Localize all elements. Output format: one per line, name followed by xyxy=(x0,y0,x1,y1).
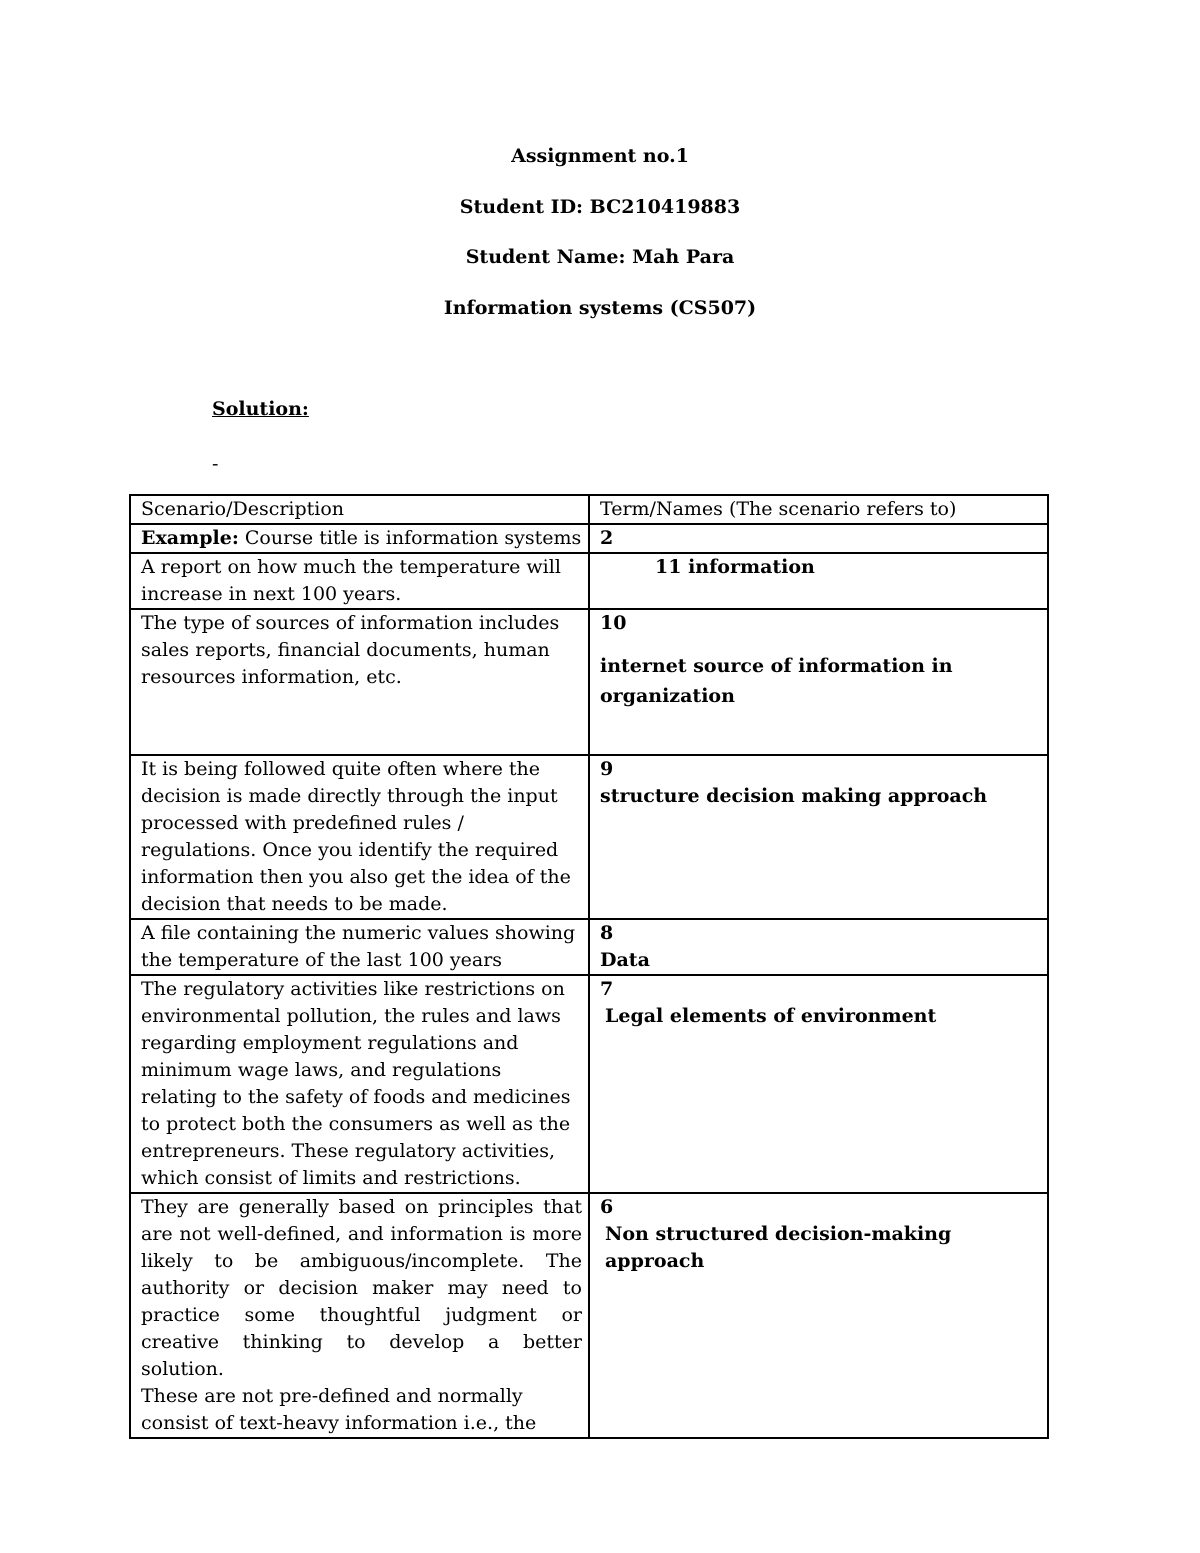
course-name: Information systems (CS507) xyxy=(443,297,757,319)
row-term xyxy=(589,755,1048,919)
row-number: 11 xyxy=(655,556,682,578)
row-description: It is being followed quite often where the decision is made directly through the input processed with predefined rules / regulations. Once you identify the required information then you also get the idea of the decision that needs to be made. xyxy=(130,755,589,919)
row-description-cell xyxy=(130,1193,589,1438)
assignment-title: Assignment no.1 xyxy=(511,145,689,167)
row-number: 7 xyxy=(600,978,614,1000)
row-term xyxy=(589,919,1048,975)
solution-heading: Solution: xyxy=(212,398,309,420)
row-term-name: Legal elements of environment xyxy=(605,1005,937,1027)
row-description: The regulatory activities like restrictions on environmental pollution, the rules and laws regarding employment regulations and minimum wage laws, and regulations relating to the safety of foods and medicines to protect both the consumers as well as the entrepreneurs. These regulatory activities, which consist of limits and restrictions. xyxy=(130,975,589,1193)
row-term-name: internet source of information in organization xyxy=(600,655,953,707)
row-description: A file containing the numeric values showing the temperature of the last 100 years xyxy=(130,919,589,975)
example-term-number: 2 xyxy=(600,527,614,549)
table-header-row xyxy=(130,495,1048,524)
row-number: 9 xyxy=(600,758,614,780)
example-text: Course title is information systems xyxy=(238,527,582,549)
table-row xyxy=(130,975,1048,1193)
row-description: They are generally based on principles that are not well-defined, and information is more likely to be ambiguous/incomplete. The authority or decision maker may need to practice some thoughtful judgment or creative thinking to develop a better solution. xyxy=(141,1196,582,1380)
row-term-name: Non structured decision-making approach xyxy=(605,1223,952,1272)
row-term xyxy=(589,553,1048,609)
table-row xyxy=(130,609,1048,755)
row-term xyxy=(589,609,1048,755)
row-term-name: information xyxy=(688,556,815,578)
header-scenario: Scenario/Description xyxy=(130,495,589,524)
row-term xyxy=(589,975,1048,1193)
row-description-extra: These are not pre-defined and normally consist of text-heavy information i.e., the xyxy=(141,1385,537,1434)
row-description: A report on how much the temperature will increase in next 100 years. xyxy=(130,553,589,609)
example-description xyxy=(130,524,589,553)
header-term: Term/Names (The scenario refers to) xyxy=(589,495,1048,524)
row-number: 10 xyxy=(600,612,627,634)
table-row xyxy=(130,1193,1048,1438)
example-term xyxy=(589,524,1048,553)
row-term xyxy=(589,1193,1048,1438)
row-number: 6 xyxy=(600,1196,614,1218)
table-row xyxy=(130,755,1048,919)
scenario-table xyxy=(129,494,1049,1439)
row-term-name: Data xyxy=(600,949,650,971)
student-id: Student ID: BC210419883 xyxy=(459,196,741,218)
row-term-name: structure decision making approach xyxy=(600,785,988,807)
table-row xyxy=(130,553,1048,609)
list-dash: - xyxy=(212,453,219,475)
table-row xyxy=(130,919,1048,975)
row-description: The type of sources of information includes sales reports, financial documents, human resources information, etc. xyxy=(130,609,589,755)
example-label: Example: xyxy=(141,527,239,549)
row-number: 8 xyxy=(600,922,614,944)
table-row xyxy=(130,524,1048,553)
student-name: Student Name: Mah Para xyxy=(465,246,735,268)
